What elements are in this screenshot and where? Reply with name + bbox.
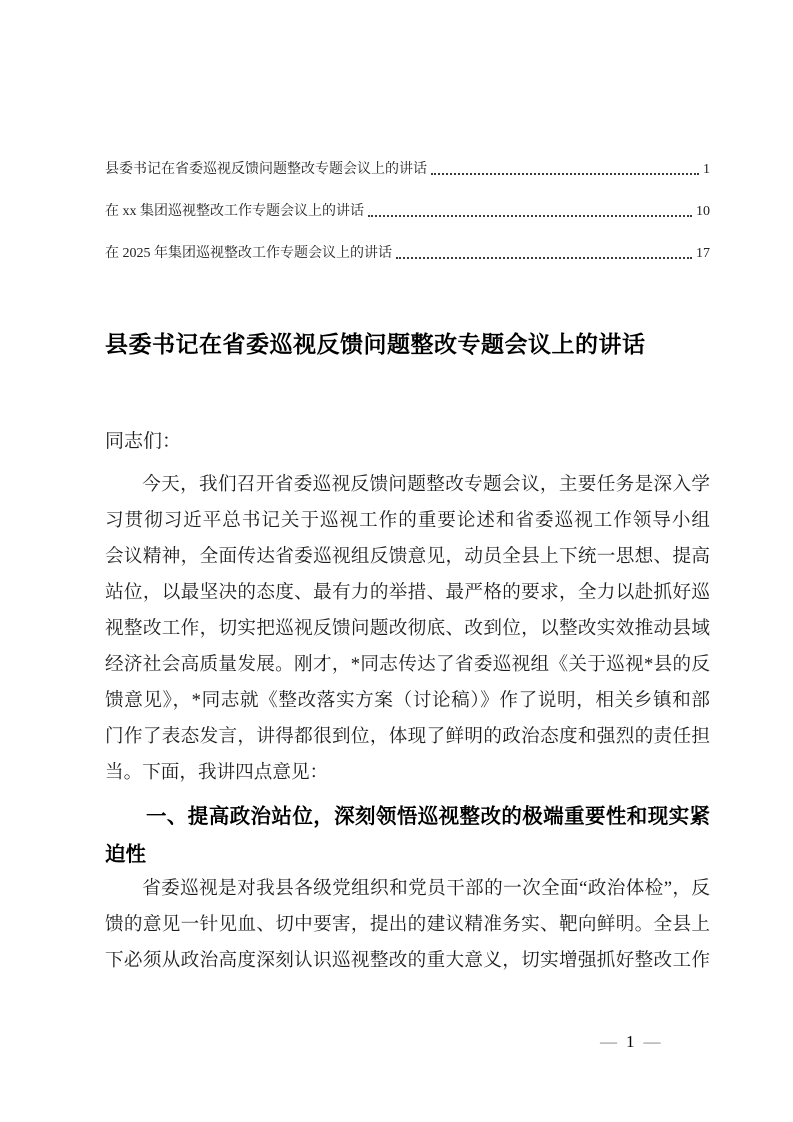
toc-dot-leader [431,173,699,175]
footer-page-number: 1 [626,1032,635,1051]
body-paragraph-1 [105,467,710,791]
toc-entry[interactable] [105,202,710,221]
toc-page-number: 17 [696,246,710,261]
text-line: 省委巡视是对我县各级党组织和党员干部的一次全面“政治体检”，反 [142,878,710,899]
toc-entry-title: 在 xx 集团巡视整改工作专题会议上的讲话 [105,204,364,219]
toc-entry[interactable] [105,244,710,263]
text-line: 当。下面，我讲四点意见： [105,762,329,783]
page-footer [600,1032,661,1052]
salutation: 同志们： [105,431,182,452]
article-title: 县委书记在省委巡视反馈问题整改专题会议上的讲话 [105,332,646,358]
toc-entry-title: 在 2025 年集团巡视整改工作专题会议上的讲话 [105,246,392,261]
footer-dash-right: — [643,1032,661,1051]
body-paragraph-2 [105,871,710,979]
footer-dash-left: — [600,1032,617,1051]
toc-page-number: 10 [696,204,710,219]
text-line: 门作了表态发言，讲得都很到位，体现了鲜明的政治态度和强烈的责任担 [105,726,710,747]
text-line: 会议精神，全面传达省委巡视组反馈意见，动员全县上下统一思想、提高 [105,546,710,567]
section-heading-1 [105,797,710,873]
toc-dot-leader [368,215,692,217]
text-line: 今天，我们召开省委巡视反馈问题整改专题会议，主要任务是深入学 [142,474,710,495]
text-line: 下必须从政治高度深刻认识巡视整改的重大意义，切实增强抓好整改工作 [105,950,710,971]
toc-page-number: 1 [703,162,710,177]
text-line: 馈的意见一针见血、切中要害，提出的建议精准务实、靶向鲜明。全县上 [105,914,710,935]
toc-entry-title: 县委书记在省委巡视反馈问题整改专题会议上的讲话 [105,162,427,177]
text-line: 站位，以最坚决的态度、最有力的举措、最严格的要求，全力以赴抓好巡 [105,582,710,603]
text-line: 经济社会高质量发展。刚才，*同志传达了省委巡视组《关于巡视*县的反 [105,654,710,675]
text-line: 习贯彻习近平总书记关于巡视工作的重要论述和省委巡视工作领导小组 [105,510,710,531]
table-of-contents [105,160,710,286]
text-line: 迫性 [105,842,146,866]
text-line: 一、提高政治站位，深刻领悟巡视整改的极端重要性和现实紧 [146,804,710,828]
toc-entry[interactable] [105,160,710,179]
text-line: 视整改工作，切实把巡视反馈问题改彻底、改到位，以整改实效推动县域 [105,618,710,639]
toc-dot-leader [396,257,692,259]
text-line: 馈意见》，*同志就《整改落实方案（讨论稿）》作了说明，相关乡镇和部 [105,690,710,711]
